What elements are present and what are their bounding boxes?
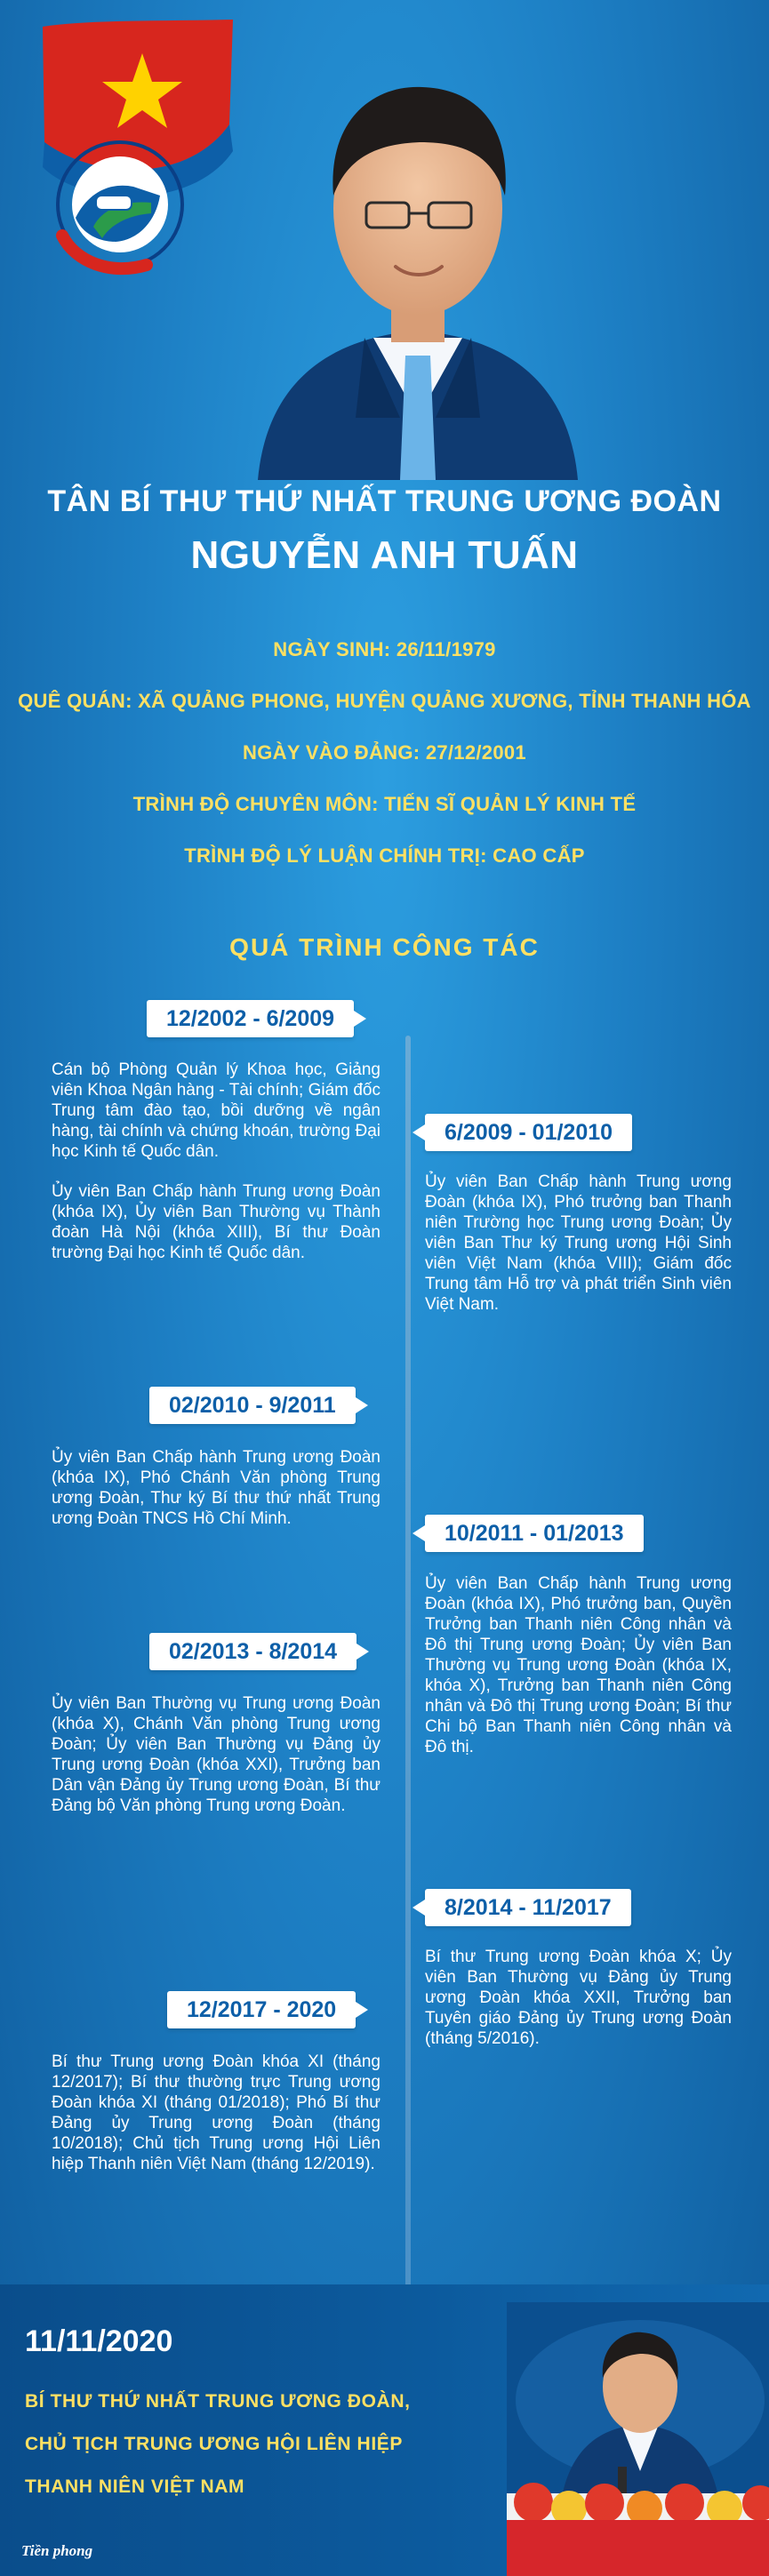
brand-logo: Tiền phong	[21, 2542, 93, 2559]
timeline-date: 02/2013 - 8/2014	[149, 1633, 356, 1670]
section-title: QUÁ TRÌNH CÔNG TÁC	[229, 933, 540, 961]
timeline-date: 12/2002 - 6/2009	[147, 1000, 354, 1037]
timeline-date: 12/2017 - 2020	[167, 1991, 356, 2028]
entry-text: Ủy viên Ban Chấp hành Trung ương Đoàn (khóa IX), Ủy viên Ban Thường vụ Thành đoàn Hà Nội (khóa XIII), Bí thư Đoàn trường Đại học Kinh tế Quốc dân.	[52, 1182, 380, 1262]
youth-union-emblem	[27, 18, 249, 276]
final-position-line: THANH NIÊN VIỆT NAM	[25, 2476, 245, 2497]
portrait-photo	[222, 0, 613, 480]
final-date: 11/11/2020	[25, 2324, 173, 2358]
entry-text: Bí thư Trung ương Đoàn khóa XI (tháng 12/2017); Bí thư thường trực Trung ương Đoàn khóa XI (tháng 01/2018); Phó Bí thư Đảng ủy Trung ương Đoàn (tháng 10/2018); Chủ tịch Trung ương Hội Liên hiệp Thanh niên Việt Nam (tháng 12/2019).	[52, 2052, 380, 2173]
birth-date: NGÀY SINH: 26/11/1979	[273, 638, 496, 660]
timeline-entry	[52, 1060, 380, 1263]
entry-text: Bí thư Trung ương Đoàn khóa X; Ủy viên Ban Thường vụ Đảng ủy Trung ương Đoàn khóa XXII, Trưởng ban Tuyên giáo Đảng ủy Trung ương Đoàn (tháng 5/2016).	[425, 1948, 732, 2048]
timeline-entry	[52, 1693, 380, 1816]
timeline-date: 10/2011 - 01/2013	[425, 1515, 644, 1552]
page-subtitle: TÂN BÍ THƯ THỨ NHẤT TRUNG ƯƠNG ĐOÀN	[47, 484, 722, 518]
timeline-date: 02/2010 - 9/2011	[149, 1387, 356, 1424]
timeline-entry	[425, 1172, 732, 1315]
hometown: QUÊ QUÁN: XÃ QUẢNG PHONG, HUYỆN QUẢNG XƯƠNG, TỈNH THANH HÓA	[18, 690, 751, 712]
party-join-date: NGÀY VÀO ĐẢNG: 27/12/2001	[243, 741, 526, 764]
podium-photo	[507, 2302, 769, 2576]
final-position-line: CHỦ TỊCH TRUNG ƯƠNG HỘI LIÊN HIỆP	[25, 2434, 403, 2454]
page-title: NGUYỄN ANH TUẤN	[190, 533, 579, 577]
entry-text: Ủy viên Ban Chấp hành Trung ương Đoàn (khóa IX), Phó trưởng ban Thanh niên Trường học Trung ương Đoàn; Ủy viên Ban Thư ký Trung ương Hội Sinh viên Việt Nam (khóa VIII); Giám đốc Trung tâm Hỗ trợ và phát triển Sinh viên Việt Nam.	[425, 1172, 732, 1314]
timeline-entry	[52, 1447, 380, 1529]
timeline-date: 8/2014 - 11/2017	[425, 1889, 631, 1926]
political-level: TRÌNH ĐỘ LÝ LUẬN CHÍNH TRỊ: CAO CẤP	[184, 844, 585, 867]
timeline-entry	[425, 1947, 732, 2049]
entry-text: Ủy viên Ban Thường vụ Trung ương Đoàn (khóa X), Chánh Văn phòng Trung ương Đoàn; Ủy viên Ban Thường vụ Đảng ủy Trung ương Đoàn (khóa XXI), Trưởng ban Dân vận Đảng ủy Trung ương Đoàn, Bí thư Đảng bộ Văn phòng Trung ương Đoàn.	[52, 1694, 380, 1815]
timeline-date: 6/2009 - 01/2010	[425, 1114, 632, 1151]
entry-text: Ủy viên Ban Chấp hành Trung ương Đoàn (khóa IX), Phó trưởng ban, Quyền Trưởng ban Thanh niên Công nhân và Đô thị Trung ương Đoàn; Ủy viên Ban Thường vụ Trung ương Đoàn (khóa IX, khóa X), Trưởng ban Thanh niên Công nhân và Đô thị Trung ương Đoàn; Bí thư Chi bộ Ban Thanh niên Công nhân và Đô thị.	[425, 1574, 732, 1756]
entry-text: Cán bộ Phòng Quản lý Khoa học, Giảng viên Khoa Ngân hàng - Tài chính; Giám đốc Trung tâm đào tạo, bồi dưỡng về ngân hàng, tài chính và chứng khoán, trường Đại học Kinh tế Quốc dân.	[52, 1060, 380, 1161]
entry-text: Ủy viên Ban Chấp hành Trung ương Đoàn (khóa IX), Phó Chánh Văn phòng Trung ương Đoàn, Thư ký Bí thư thứ nhất Trung ương Đoàn TNCS Hồ Chí Minh.	[52, 1448, 380, 1528]
timeline-axis	[405, 1036, 411, 2307]
timeline-entry	[425, 1573, 732, 1757]
professional-level: TRÌNH ĐỘ CHUYÊN MÔN: TIẾN SĨ QUẢN LÝ KINH TẾ	[132, 793, 637, 815]
timeline-entry	[52, 2052, 380, 2174]
final-position-line: BÍ THƯ THỨ NHẤT TRUNG ƯƠNG ĐOÀN,	[25, 2391, 411, 2412]
